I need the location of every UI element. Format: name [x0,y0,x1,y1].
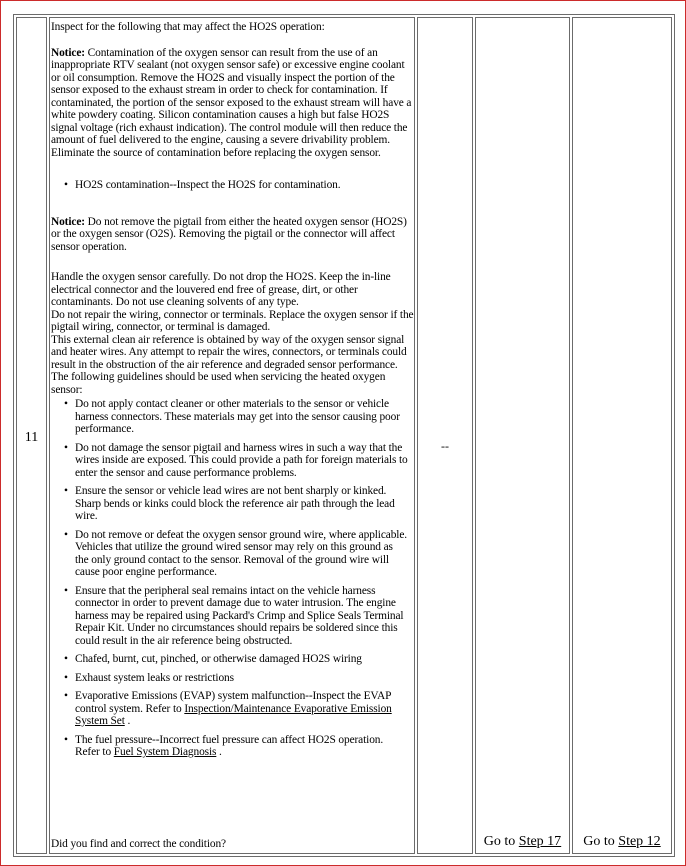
question-text: Did you find and correct the condition? [51,837,226,850]
list-item: • HO2S contamination--Inspect the HO2S for contamination. [51,179,414,192]
diagnostic-table [13,14,675,857]
list-item: • Exhaust system leaks or restrictions [51,672,414,685]
fuel-link[interactable]: Fuel System Diagnosis [113,746,217,758]
notice-text: Contamination of the oxygen sensor can result from the use of an inappropriate RTV sealant (not oxygen sensor safe) or excessive engine coolant or oil consumption. Remove the HO2S and visually inspect the portion of the sensor exposed to the exhaust stream in order to check for contamination. If contaminated, the portion of the sensor exposed to the exhaust stream will have a white powdery coating. Silicon contamination causes a high but false HO2S signal voltage (rich exhaust indication). The control module will then reduce the amount of fuel delivered to the engine, causing a severe drivability problem. Eliminate the source of contamination before replacing the oxygen sensor. [51,46,412,159]
evap-suffix: . [124,715,131,727]
contamination-notice [51,47,414,160]
contamination-list [51,179,414,192]
pigtail-notice [51,216,414,254]
value-cell [417,17,473,854]
list-item: • Ensure that the peripheral seal remains intact on the vehicle harness connector in order to prevent damage due to water intrusion. The engine harness may be repaired using Packard's Crimp and Splice Seals Terminal Repair Kit. Under no circumstances should repairs be soldered since this could result in the air reference being obstructed. [51,585,414,648]
no-step-link[interactable]: Step 12 [618,834,661,849]
evap-text: Evaporative Emissions (EVAP) system malfunction--Inspect the EVAP control system. Refer to [75,690,391,715]
fuel-text: The fuel pressure--Incorrect fuel pressure can affect HO2S operation. Refer to [75,733,384,758]
handle-text: Handle the oxygen sensor carefully. Do not drop the HO2S. Keep the in-line electrical connector and the louvered end free of grease, dirt, or other contaminants. Do not use cleaning solvents of any type. [51,271,391,308]
intro-text: Inspect for the following that may affect the HO2S operation: [51,21,325,33]
step-number: 11 [24,430,39,445]
yes-prefix: Go to [483,834,519,849]
clean-air-text: This external clean air reference is obtained by way of the oxygen sensor signal and heater wires. Any attempt to repair the wires, connectors, or terminals could result in the obstruction of the air reference and degraded sensor performance. [51,333,407,371]
guidelines-list [51,398,414,759]
fuel-suffix: . [216,746,222,758]
no-cell [572,17,672,854]
list-item: • Do not remove or defeat the oxygen sensor ground wire, where applicable. Vehicles that utilize the ground wired sensor may rely on this ground as the only ground contact to the sensor. Removal of the ground wire will cause poor engine performance. [51,529,414,579]
guidelines-intro: The following guidelines should be used when servicing the heated oxygen sensor: [51,371,386,396]
notice-label: Notice: [51,215,85,228]
no-prefix: Go to [583,834,619,849]
no-action [573,834,671,850]
step-cell [16,17,47,854]
repair-text: Do not repair the wiring, connector or terminals. Replace the oxygen sensor if the pigtail wiring, connector, or terminal is damaged. [51,308,414,333]
list-item: • Do not apply contact cleaner or other materials to the sensor or vehicle harness connectors. These materials may get into the sensor causing poor performance. [51,398,414,436]
yes-action [476,834,569,850]
list-item: • Chafed, burnt, cut, pinched, or otherwise damaged HO2S wiring [51,653,414,666]
value-text: -- [441,439,449,453]
yes-step-link[interactable]: Step 17 [518,834,562,849]
list-item [51,690,414,728]
list-item [51,734,414,759]
list-item: • Do not damage the sensor pigtail and harness wires in such a way that the wires inside are exposed. This could provide a path for foreign materials to enter the sensor and cause performance problems. [51,442,414,480]
evap-link[interactable]: Inspection/Maintenance Evaporative Emission System Set [75,702,392,727]
action-cell [49,17,415,854]
notice-label: Notice: [51,46,85,59]
list-item: • Ensure the sensor or vehicle lead wires are not bent sharply or kinked. Sharp bends or kinks could block the reference air path through the lead wire. [51,485,414,523]
notice-text: Do not remove the pigtail from either the heated oxygen sensor (HO2S) or the oxygen sensor (O2S). Removing the pigtail or the connector will affect sensor operation. [51,215,407,253]
yes-cell [475,17,570,854]
